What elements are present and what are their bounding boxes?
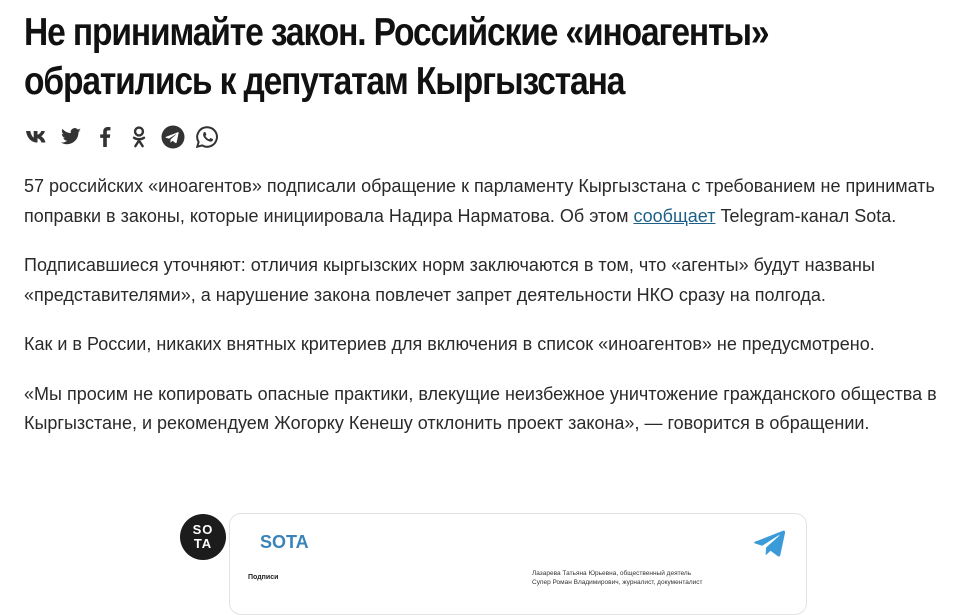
article-title-line-2: обратились к депутатам Кыргызстана — [24, 60, 625, 103]
paragraph-1 — [24, 172, 964, 231]
telegram-embed-card[interactable] — [229, 513, 807, 615]
avatar-text-top: SO — [192, 522, 214, 537]
paragraph-1-text: 57 российских «иноагентов» подписали обращение к парламенту Кыргызстана с требованием не принимать поправки в законы, которые инициировала Надира Нарматова. Об этом — [24, 176, 935, 226]
vk-icon[interactable] — [24, 124, 50, 150]
telegram-logo-icon — [754, 529, 786, 562]
article-title — [24, 8, 824, 106]
article-body — [24, 172, 964, 459]
paragraph-3: Как и в России, никаких внятных критериев для включения в список «иноагентов» не предусмотрено. — [24, 334, 875, 354]
source-link[interactable]: сообщает — [633, 205, 716, 226]
odnoklassniki-icon[interactable] — [126, 124, 152, 150]
avatar-text-bottom: TA — [193, 536, 213, 551]
share-bar — [24, 124, 220, 150]
channel-name[interactable]: SOTA — [260, 532, 309, 552]
whatsapp-icon[interactable] — [194, 124, 220, 150]
paragraph-1-tail: Telegram-канал Sota. — [715, 205, 897, 226]
telegram-icon[interactable] — [160, 124, 186, 150]
paragraph-2: Подписавшиеся уточняют: отличия кыргызских норм заключаются в том, что «агенты» будут названы «представителями», а нарушение закона повлечет запрет деятельности НКО сразу на полгода. — [24, 255, 875, 305]
document-signatories — [532, 569, 703, 587]
twitter-icon[interactable] — [58, 124, 84, 150]
channel-avatar[interactable] — [180, 514, 226, 560]
facebook-icon[interactable] — [92, 124, 118, 150]
signatory-line: Лазарева Татьяна Юрьевна, общественный деятель — [532, 570, 692, 577]
article-title-line-1: Не принимайте закон. Российские «иноагенты» — [24, 11, 769, 54]
paragraph-4: «Мы просим не копировать опасные практики, влекущие неизбежное уничтожение гражданского общества в Кыргызстане, и рекомендуем Жогорку Кенешу отклонить проект закона», — говорится в обращении. — [24, 383, 937, 433]
signatory-line: Супер Роман Владимирович, журналист, документалист — [532, 579, 703, 586]
document-heading: Подписи — [248, 574, 279, 581]
